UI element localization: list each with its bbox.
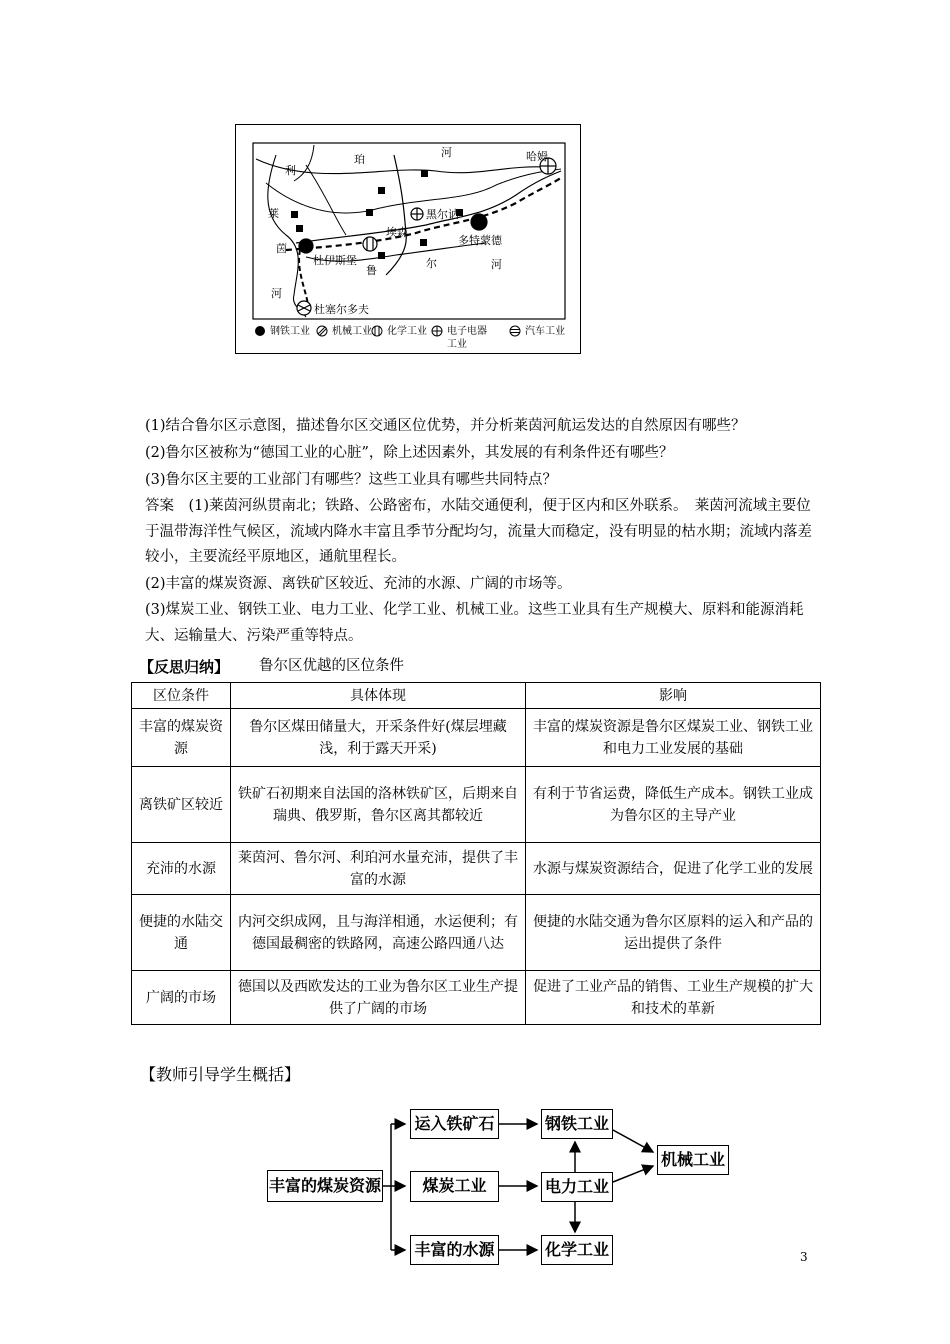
table-cell: 充沛的水源: [132, 843, 231, 895]
table-cell: 离铁矿区较近: [132, 767, 231, 843]
table-cell: 内河交织成网，且与海洋相通，水运便利；有德国最稠密的铁路网，高速公路四通八达: [231, 895, 526, 971]
table-cell: 水源与煤炭资源结合，促进了化学工业的发展: [526, 843, 821, 895]
reflection-title: 鲁尔区优越的区位条件: [259, 658, 404, 674]
power-industry-box: 电力工业: [541, 1172, 613, 1202]
table-row: [132, 767, 821, 843]
table-header: 具体体现: [231, 683, 526, 709]
map-label-ruhr-1: 鲁: [366, 264, 377, 277]
location-conditions-table: [131, 682, 821, 1025]
rail-branch-2: [306, 165, 346, 235]
map-label-duisburg: 杜伊斯堡: [313, 254, 357, 267]
table-row: [132, 971, 821, 1025]
table-cell: 有利于节省运费，降低生产成本。钢铁工业成为鲁尔区的主导产业: [526, 767, 821, 843]
table-header-row: [132, 683, 821, 709]
machinery-industry-box: 机械工业: [657, 1145, 729, 1175]
table-cell: 德国以及西欧发达的工业为鲁尔区工业生产提供了广阔的市场: [231, 971, 526, 1025]
map-label-ruhr-3: 河: [491, 258, 502, 271]
table-cell: 便捷的水陆交通: [132, 895, 231, 971]
table-header: 区位条件: [132, 683, 231, 709]
table-cell: 丰富的煤炭资源: [132, 709, 231, 767]
map-label-herne: 黑尔讷: [426, 208, 459, 221]
table-row: [132, 895, 821, 971]
steel-industry-box: 钢铁工业: [541, 1109, 613, 1139]
question-3: (3)鲁尔区主要的工业部门有哪些？这些工业具有哪些共同特点？: [145, 472, 558, 488]
map-label-essen: 埃森: [386, 226, 408, 239]
iron-ore-box: 运入铁矿石: [410, 1109, 499, 1139]
page-number: 3: [800, 1250, 808, 1264]
lippe-river: [256, 159, 546, 177]
rail-branch: [386, 155, 406, 275]
coal-industry-box: 煤炭工业: [410, 1171, 499, 1202]
table-cell: 莱茵河、鲁尔河、利珀河水量充沛，提供了丰富的水源: [231, 843, 526, 895]
map-label-lippe-3: 河: [441, 146, 452, 159]
answer-1: 答案 (1)莱茵河纵贯南北；铁路、公路密布，水陆交通便利，便于区内和区外联系。 莱茵河流域主要位于温带海洋性气候区，流域内降水丰富且季节分配均匀，流量大而稳定，没有明显的枯水期；流域内落差较小，主要流经平原地区，通航里程长。: [145, 498, 812, 565]
canal: [296, 171, 561, 243]
map-label-lippe-1: 利: [285, 164, 296, 177]
industry-flow-diagram: [255, 1100, 735, 1270]
ruhr-map: 利 珀 河 莱 茵 河 鲁 尔 河 哈姆 黑尔讷 埃森 多特蒙德 杜伊斯堡 杜塞尔多夫 钢铁工业 机械工业 化学工业 电子电器工业 汽车工业: [235, 124, 581, 354]
table-cell: 促进了工业产品的销售、工业生产规模的扩大和技术的革新: [526, 971, 821, 1025]
table-cell: 铁矿石初期来自法国的洛林铁矿区，后期来自瑞典、俄罗斯，鲁尔区离其都较近: [231, 767, 526, 843]
automobile-icon: [509, 325, 521, 337]
steel-icon: [254, 325, 266, 337]
emscher-line: [266, 169, 561, 213]
question-2: (2)鲁尔区被称为“德国工业的心脏”，除上述因素外，其发展的有利条件还有哪些？: [145, 445, 674, 461]
machinery-icon: [316, 325, 328, 337]
table-cell: 广阔的市场: [132, 971, 231, 1025]
coal-resources-box: 丰富的煤炭资源: [267, 1170, 383, 1202]
map-label-rhine-2: 茵: [276, 242, 287, 255]
table-header: 影响: [526, 683, 821, 709]
map-label-dusseldorf: 杜塞尔多夫: [314, 303, 369, 316]
table-row: [132, 843, 821, 895]
map-label-hamm: 哈姆: [526, 150, 548, 163]
chemical-icon: [371, 325, 383, 337]
water-source-box: 丰富的水源: [410, 1235, 499, 1265]
table-cell: 丰富的煤炭资源是鲁尔区煤炭工业、钢铁工业和电力工业发展的基础: [526, 709, 821, 767]
teacher-heading: 【教师引导学生概括】: [140, 1065, 301, 1084]
map-label-dortmund: 多特蒙德: [458, 234, 502, 247]
table-cell: 便捷的水陆交通为鲁尔区原料的运入和产品的运出提供了条件: [526, 895, 821, 971]
reflection-heading: 【反思归纳】: [139, 658, 230, 676]
rail-south: [299, 250, 308, 305]
map-label-lippe-2: 珀: [354, 153, 365, 166]
city-symbols: [297, 158, 556, 315]
answer-3: (3)煤炭工业、钢铁工业、电力工业、化学工业、机械工业。这些工业具有生产规模大、原料和能源消耗大、运输量大、污染严重等特点。: [145, 602, 804, 644]
map-label-ruhr-2: 尔: [426, 257, 437, 270]
table-cell: 鲁尔区煤田储量大，开采条件好(煤层埋藏浅，利于露天开采): [231, 709, 526, 767]
map-label-rhine-3: 河: [271, 287, 282, 300]
electronics-icon: [431, 325, 443, 337]
chemical-industry-box: 化学工业: [541, 1235, 613, 1265]
question-1: (1)结合鲁尔区示意图，描述鲁尔区交通区位优势，并分析莱茵河航运发达的自然原因有哪些？: [145, 418, 746, 434]
answer-2: (2)丰富的煤炭资源、离铁矿区较近、充沛的水源、广阔的市场等。: [145, 576, 572, 592]
map-label-rhine-1: 莱: [268, 207, 279, 220]
table-row: [132, 709, 821, 767]
rail-branch-3: [294, 145, 314, 181]
